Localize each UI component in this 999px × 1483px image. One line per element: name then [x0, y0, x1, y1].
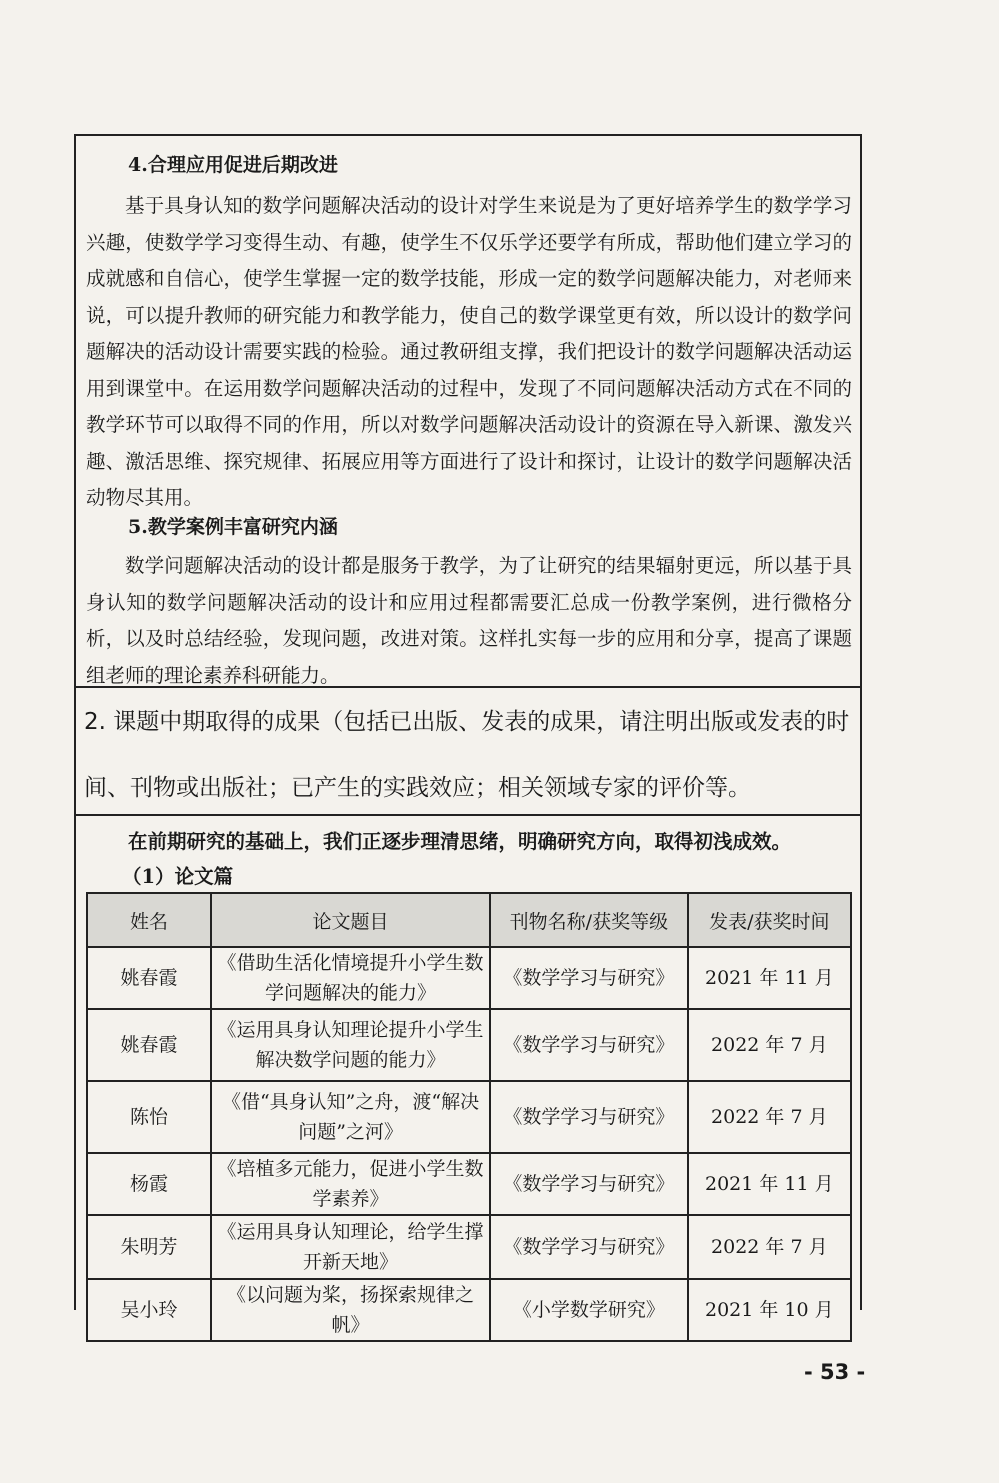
cell-date: 2021 年 11 月: [688, 1153, 851, 1215]
papers-table: [86, 892, 852, 1342]
table-header-row: [87, 893, 851, 947]
cell-name: 姚春霞: [87, 1009, 211, 1081]
question2-title: 2. 课题中期取得的成果（包括已出版、发表的成果，请注明出版或发表的时间、刊物或出版社；已产生的实践效应；相关领域专家的评价等。: [84, 709, 850, 801]
cell-title: 《运用具身认知理论，给学生撑开新天地》: [211, 1215, 490, 1279]
cell-name: 朱明芳: [87, 1215, 211, 1279]
table-row: [87, 1153, 851, 1215]
cell-name: 杨霞: [87, 1153, 211, 1215]
progress-section: [76, 136, 860, 686]
section4-body: 基于具身认知的数学问题解决活动的设计对学生来说是为了更好培养学生的数学学习兴趣，使数学学习变得生动、有趣，使学生不仅乐学还要学有所成，帮助他们建立学习的成就感和自信心，使学生掌握一定的数学技能，形成一定的数学问题解决能力，对老师来说，可以提升教师的研究能力和教学能力，使自己的数学课堂更有效，所以设计的数学问题解决的活动设计需要实践的检验。通过教研组支撑，我们把设计的数学问题解决活动运用到课堂中。在运用数学问题解决活动的过程中，发现了不同问题解决活动方式在不同的教学环节可以取得不同的作用，所以对数学问题解决活动设计的资源在导入新课、激发兴趣、激活思维、探究规律、拓展应用等方面进行了设计和探讨，让设计的数学问题解决活动物尽其用。: [86, 194, 852, 509]
section5-heading: 5.教学案例丰富研究内涵: [128, 516, 338, 538]
divider-top: [76, 686, 860, 688]
report-form: [74, 134, 862, 1336]
cell-date: 2021 年 10 月: [688, 1279, 851, 1341]
cell-journal: 《数学学习与研究》: [490, 947, 688, 1009]
table-row: [87, 1215, 851, 1279]
cell-date: 2021 年 11 月: [688, 947, 851, 1009]
cell-date: 2022 年 7 月: [688, 1215, 851, 1279]
cell-title: 《以问题为桨，扬探索规律之帆》: [211, 1279, 490, 1341]
cell-title: 《借“具身认知”之舟，渡“解决问题”之河》: [211, 1081, 490, 1153]
cell-journal: 《数学学习与研究》: [490, 1081, 688, 1153]
page-number: - 53 -: [804, 1360, 866, 1384]
header-journal: 刊物名称/获奖等级: [490, 893, 688, 947]
table-row: [87, 1081, 851, 1153]
cell-date: 2022 年 7 月: [688, 1081, 851, 1153]
header-title: 论文题目: [211, 893, 490, 947]
cell-name: 陈怡: [87, 1081, 211, 1153]
papers-heading: （1）论文篇: [122, 865, 234, 888]
section5-body: 数学问题解决活动的设计都是服务于教学，为了让研究的结果辐射更远，所以基于具身认知的数学问题解决活动的设计和应用过程都需要汇总成一份教学案例，进行微格分析，以及时总结经验，发现问题，改进对策。这样扎实每一步的应用和分享，提高了课题组老师的理论素养科研能力。: [86, 554, 852, 687]
cell-name: 吴小玲: [87, 1279, 211, 1341]
cell-journal: 《数学学习与研究》: [490, 1153, 688, 1215]
cell-journal: 《数学学习与研究》: [490, 1009, 688, 1081]
cell-journal: 《小学数学研究》: [490, 1279, 688, 1341]
cell-journal: 《数学学习与研究》: [490, 1215, 688, 1279]
header-date: 发表/获奖时间: [688, 893, 851, 947]
header-name: 姓名: [87, 893, 211, 947]
divider-bottom: [76, 814, 860, 816]
table-row: [87, 947, 851, 1009]
cell-date: 2022 年 7 月: [688, 1009, 851, 1081]
cell-title: 《培植多元能力，促进小学生数学素养》: [211, 1153, 490, 1215]
table-row: [87, 1279, 851, 1341]
results-intro: 在前期研究的基础上，我们正逐步理清思绪，明确研究方向，取得初浅成效。: [128, 830, 792, 853]
table-row: [87, 1009, 851, 1081]
cell-title: 《借助生活化情境提升小学生数学问题解决的能力》: [211, 947, 490, 1009]
cell-title: 《运用具身认知理论提升小学生解决数学问题的能力》: [211, 1009, 490, 1081]
section4-heading: 4.合理应用促进后期改进: [128, 154, 338, 176]
cell-name: 姚春霞: [87, 947, 211, 1009]
